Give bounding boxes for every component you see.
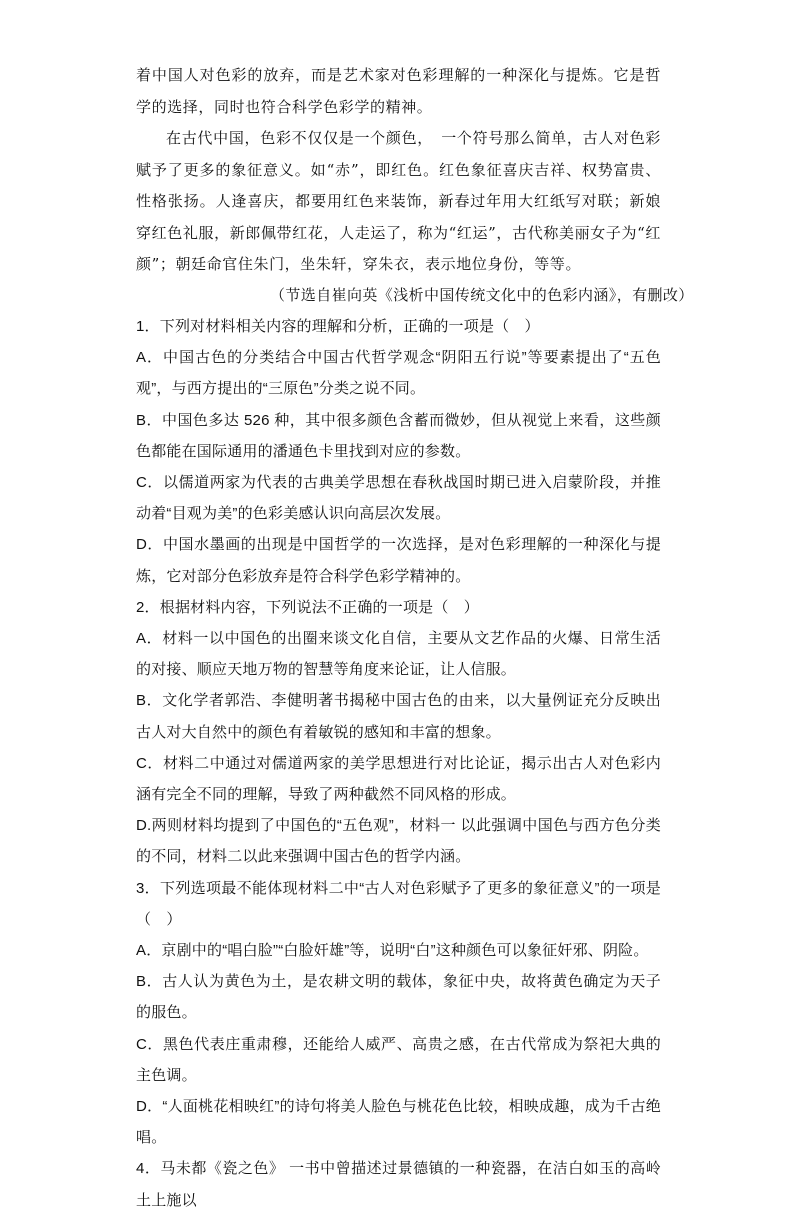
question-option: C．黑色代表庄重肃穆，还能给人威严、高贵之感，在古代常成为祭祀大典的主色调。 (136, 1035, 661, 1084)
question-option: D.两则材料均提到了中国色的“五色观”，材料一 以此强调中国色与西方色分类的不同，材料二以此来强调中国古色的哲学内涵。 (136, 817, 661, 866)
question-option: A．京剧中的“唱白脸”“白脸奸雄”等，说明“白”这种颜色可以象征奸邪、阴险。 (136, 942, 649, 960)
passage-paragraph-continuation: 着中国人对色彩的放弃，而是艺术家对色彩理解的一种深化与提炼。它是哲学的选择，同时也符合科学色彩学的精神。 (136, 66, 661, 116)
question-option: A．中国古色的分类结合中国古代哲学观念“阴阳五行说”等要素提出了“五色观”，与西方提出的“三原色”分类之说不同。 (136, 349, 661, 398)
question-option: B．中国色多达 526 种，其中很多颜色含蓄而微妙，但从视觉上来看，这些颜色都能在国际通用的潘通色卡里找到对应的参数。 (136, 411, 661, 460)
passage-source-citation: （节选自崔向英《浅析中国传统文化中的色彩内涵》，有删改） (270, 286, 694, 304)
question-option: B．文化学者郭浩、李健明著书揭秘中国古色的由来，以大量例证充分反映出古人对大自然中的颜色有着敏锐的感知和丰富的想象。 (136, 692, 661, 741)
question-option: D．“人面桃花相映红”的诗句将美人脸色与桃花色比较，相映成趣，成为千古绝唱。 (136, 1098, 661, 1147)
question-stem: 1．下列对材料相关内容的理解和分析，正确的一项是（ ） (136, 318, 540, 335)
passage-body (136, 60, 661, 281)
question-stem: 3．下列选项最不能体现材料二中“古人对色彩赋予了更多的象征意义”的一项是（ ） (136, 879, 661, 928)
question-option: C．材料二中通过对儒道两家的美学思想进行对比论证，揭示出古人对色彩内涵有完全不同的理解，导致了两种截然不同风格的形成。 (136, 754, 661, 804)
question-option: C．以儒道两家为代表的古典美学思想在春秋战国时期已进入启蒙阶段，并推动着“目观为美”的色彩美感认识向高层次发展。 (136, 474, 661, 523)
question-option: D．中国水墨画的出现是中国哲学的一次选择，是对色彩理解的一种深化与提炼，它对部分色彩放弃是符合科学色彩学精神的。 (136, 536, 661, 585)
question-stem: 4．马未都《瓷之色》 一书中曾描述过景德镇的一种瓷器，在洁白如玉的高岭土上施以 (136, 1160, 661, 1209)
question-option: A．材料一以中国色的出圈来谈文化自信，主要从文艺作品的火爆、日常生活的对接、顺应天地万物的智慧等角度来论证，让人信服。 (136, 630, 661, 679)
question-list (136, 311, 661, 1216)
question-option: B．古人认为黄色为土，是农耕文明的载体，象征中央，故将黄色确定为天子的服色。 (136, 973, 661, 1022)
passage-paragraph: 在古代中国，色彩不仅仅是一个颜色， 一个符号那么简单，古人对色彩赋予了更多的象征意义。如“赤”，即红色。红色象征喜庆吉祥、权势富贵、性格张扬。人逢喜庆，都要用红色来装饰，新春过年用大红纸写对联；新娘穿红色礼服，新郎佩带红花，人走运了，称为“红运”，古代称美丽女子为“红颜”；朝廷命官住朱门，坐朱轩，穿朱衣，表示地位身份，等等。 (136, 129, 661, 273)
question-stem: 2．根据材料内容，下列说法不正确的一项是（ ） (136, 598, 479, 616)
